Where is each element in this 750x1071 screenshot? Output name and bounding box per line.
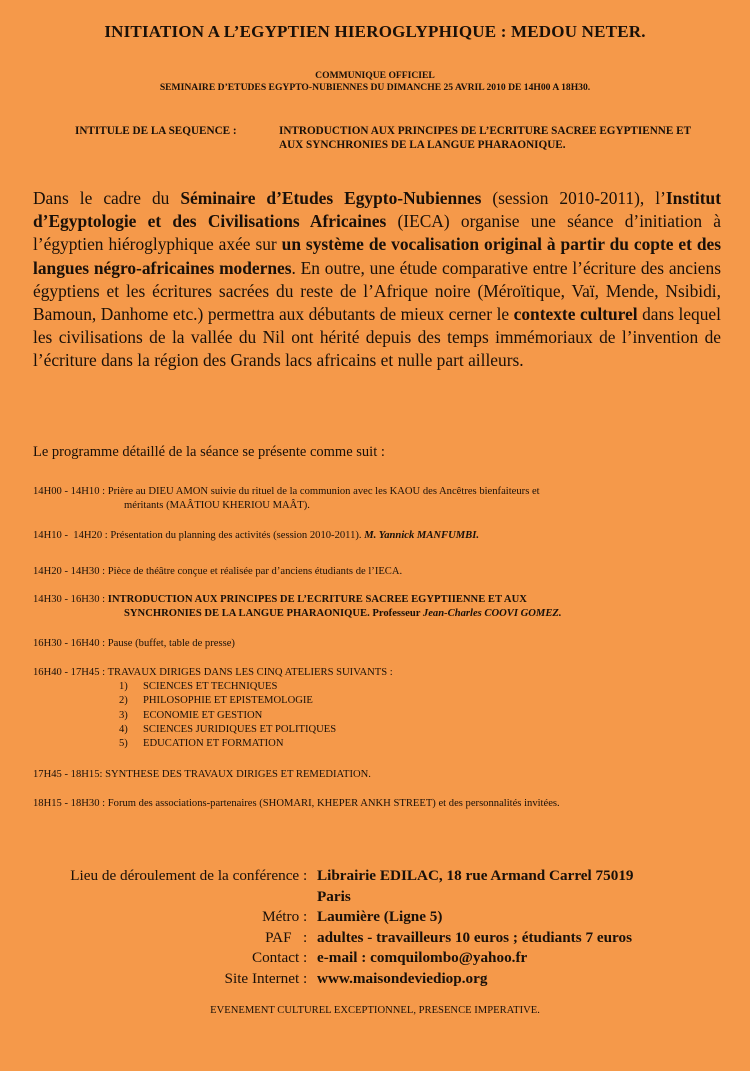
schedule-item-7 (33, 768, 723, 782)
workshop-item (119, 723, 723, 737)
schedule-text: TRAVAUX DIRIGES DANS LES CINQ ATELIERS SUIVANTS : (107, 667, 393, 678)
schedule-item-2 (33, 529, 723, 543)
schedule-text: Pièce de théâtre conçue et réalisée par d’anciens étudiants de l’IECA. (107, 566, 403, 577)
venue-block (33, 866, 733, 990)
venue-spacer (33, 887, 311, 908)
schedule-text: Pause (buffet, table de presse) (107, 638, 235, 649)
venue-site-label: Site Internet : (224, 969, 311, 987)
intro-bold-seminar: Séminaire d’Etudes Egypto-Nubiennes (180, 188, 482, 208)
schedule-item-6 (33, 666, 723, 751)
venue-contact-value: e-mail : comquilombo@yahoo.fr (317, 949, 528, 967)
schedule-time: 18H15 - 18H30 : (33, 798, 108, 809)
workshop-number: 4) (119, 723, 128, 735)
venue-metro-value: Laumière (Ligne 5) (317, 908, 443, 926)
workshop-item (119, 680, 723, 694)
communique-label: COMMUNIQUE OFFICIEL (315, 70, 435, 81)
workshop-number: 5) (119, 738, 128, 750)
schedule-text: Forum des associations-partenaires (SHOMARI, KHEPER ANKH STREET) et des personnalités invitées. (107, 798, 560, 809)
schedule-time: 14H20 - 14H30 : (33, 566, 108, 577)
schedule-speaker: M. Yannick MANFUMBI. (364, 530, 480, 541)
intro-text-4: . En outre, une étude comparative entre l’écriture des anciens égyptiens et les écritures sacrées du reste de l’Afrique noire (Méroïtique, Vaï, Mende, Nsibidi, Bamoun, Danhome etc.) permettra aux débutants de mieux cerner le (33, 257, 721, 325)
venue-contact-label: Contact : (251, 949, 311, 967)
schedule-time: 14H10 - 14H20 : (33, 530, 111, 541)
venue-row-metro (33, 907, 733, 928)
workshop-item (119, 694, 723, 708)
intro-text-2: (session 2010-2011), l’ (481, 188, 666, 208)
schedule-time: 14H00 - 14H10 : (33, 486, 108, 497)
schedule-item-4 (33, 593, 723, 621)
schedule-time: 17H45 - 18H15: (33, 769, 106, 780)
program-intro: Le programme détaillé de la séance se présente comme suit : (33, 444, 385, 460)
schedule-item-5 (33, 637, 723, 651)
workshop-list (33, 680, 723, 751)
venue-row-place (33, 866, 733, 887)
schedule-text-cont: méritants (MAÂTIOU KHERIOU MAÂT). (124, 500, 310, 512)
schedule-text: INTRODUCTION AUX PRINCIPES DE L’ECRITURE SACREE EGYPTIIENNE ET AUX (107, 594, 527, 605)
schedule-text: Présentation du planning des activités (session 2010-2011). (110, 530, 365, 541)
intro-bold-institute: Institut d’Egyptologie et des Civilisations Africaines (33, 188, 721, 232)
workshop-label: SCIENCES JURIDIQUES ET POLITIQUES (143, 723, 337, 735)
workshop-label: SCIENCES ET TECHNIQUES (143, 681, 278, 693)
venue-row-paf (33, 928, 733, 949)
schedule-item-8 (33, 797, 723, 811)
sequence-label: INTITULE DE LA SEQUENCE : (75, 125, 240, 137)
workshop-number: 1) (119, 681, 128, 693)
communique-block (0, 70, 750, 94)
document-title: INITIATION A L’EGYPTIEN HIEROGLYPHIQUE : MEDOU NETER. (104, 22, 646, 41)
venue-place-value: Librairie EDILAC, 18 rue Armand Carrel 75019 (317, 867, 634, 884)
schedule-time: 16H30 - 16H40 : (33, 638, 108, 649)
schedule-time: 14H30 - 16H30 : (33, 594, 108, 605)
intro-bold-vocalisation: un système de vocalisation original à partir du copte et des langues négro-africaines modernes (33, 234, 722, 278)
schedule-text-cont-bold: SYNCHRONIES DE LA LANGUE PHARAONIQUE. Professeur (124, 608, 423, 620)
workshop-label: ECONOMIE ET GESTION (143, 709, 263, 721)
workshop-item (119, 737, 723, 751)
schedule-text: SYNTHESE DES TRAVAUX DIRIGES ET REMEDIATION. (105, 769, 371, 780)
intro-text-3: (IECA) organise une séance d’initiation à l’égyptien hiéroglyphique axée sur (33, 211, 721, 255)
venue-metro-label: Métro : (262, 908, 311, 926)
schedule-time: 16H40 - 17H45 : (33, 667, 108, 678)
seminar-date-line: SEMINAIRE D’ETUDES EGYPTO-NUBIENNES DU DIMANCHE 25 AVRIL 2010 DE 14H00 A 18H30. (159, 82, 591, 93)
schedule-speaker: Jean-Charles COOVI GOMEZ. (422, 608, 562, 620)
footer-notice: EVENEMENT CULTUREL EXCEPTIONNEL, PRESENCE IMPERATIVE. (210, 1005, 540, 1016)
workshop-item (119, 709, 723, 723)
venue-paf-value: adultes - travailleurs 10 euros ; étudiants 7 euros (317, 928, 632, 946)
sequence-text: INTRODUCTION AUX PRINCIPES DE L’ECRITURE SACREE EGYPTIENNE ET AUX SYNCHRONIES DE LA LANGUE PHARAONIQUE. (279, 125, 691, 151)
venue-place-label: Lieu de déroulement de la conférence : (70, 867, 311, 884)
intro-paragraph (33, 187, 721, 373)
workshop-label: PHILOSOPHIE ET EPISTEMOLOGIE (143, 695, 313, 707)
schedule-item-1 (33, 485, 723, 513)
intro-bold-context: contexte culturel (513, 304, 638, 325)
schedule-item-3 (33, 565, 723, 579)
venue-row-place-cont (33, 887, 733, 908)
venue-row-site (33, 969, 733, 990)
venue-row-contact (33, 948, 733, 969)
workshop-label: EDUCATION ET FORMATION (143, 738, 284, 750)
workshop-number: 3) (119, 709, 128, 721)
intro-text-5: dans lequel les civilisations de la vallée du Nil ont hérité depuis des temps immémoriaux de l’invention de l’écriture dans la région des Grands lacs africains et nulle part ailleurs. (33, 304, 721, 371)
schedule-text-cont (33, 607, 723, 621)
venue-site-value: www.maisondeviediop.org (317, 969, 488, 987)
venue-place-value-cont: Paris (317, 887, 351, 905)
venue-paf-label: PAF : (265, 928, 311, 946)
schedule-text: Prière au DIEU AMON suivie du rituel de la communion avec les KAOU des Ancêtres bienfaiteurs et (107, 486, 540, 497)
intro-text-1: Dans le cadre du (33, 188, 181, 208)
workshop-number: 2) (119, 695, 128, 707)
sequence-title (75, 125, 715, 152)
